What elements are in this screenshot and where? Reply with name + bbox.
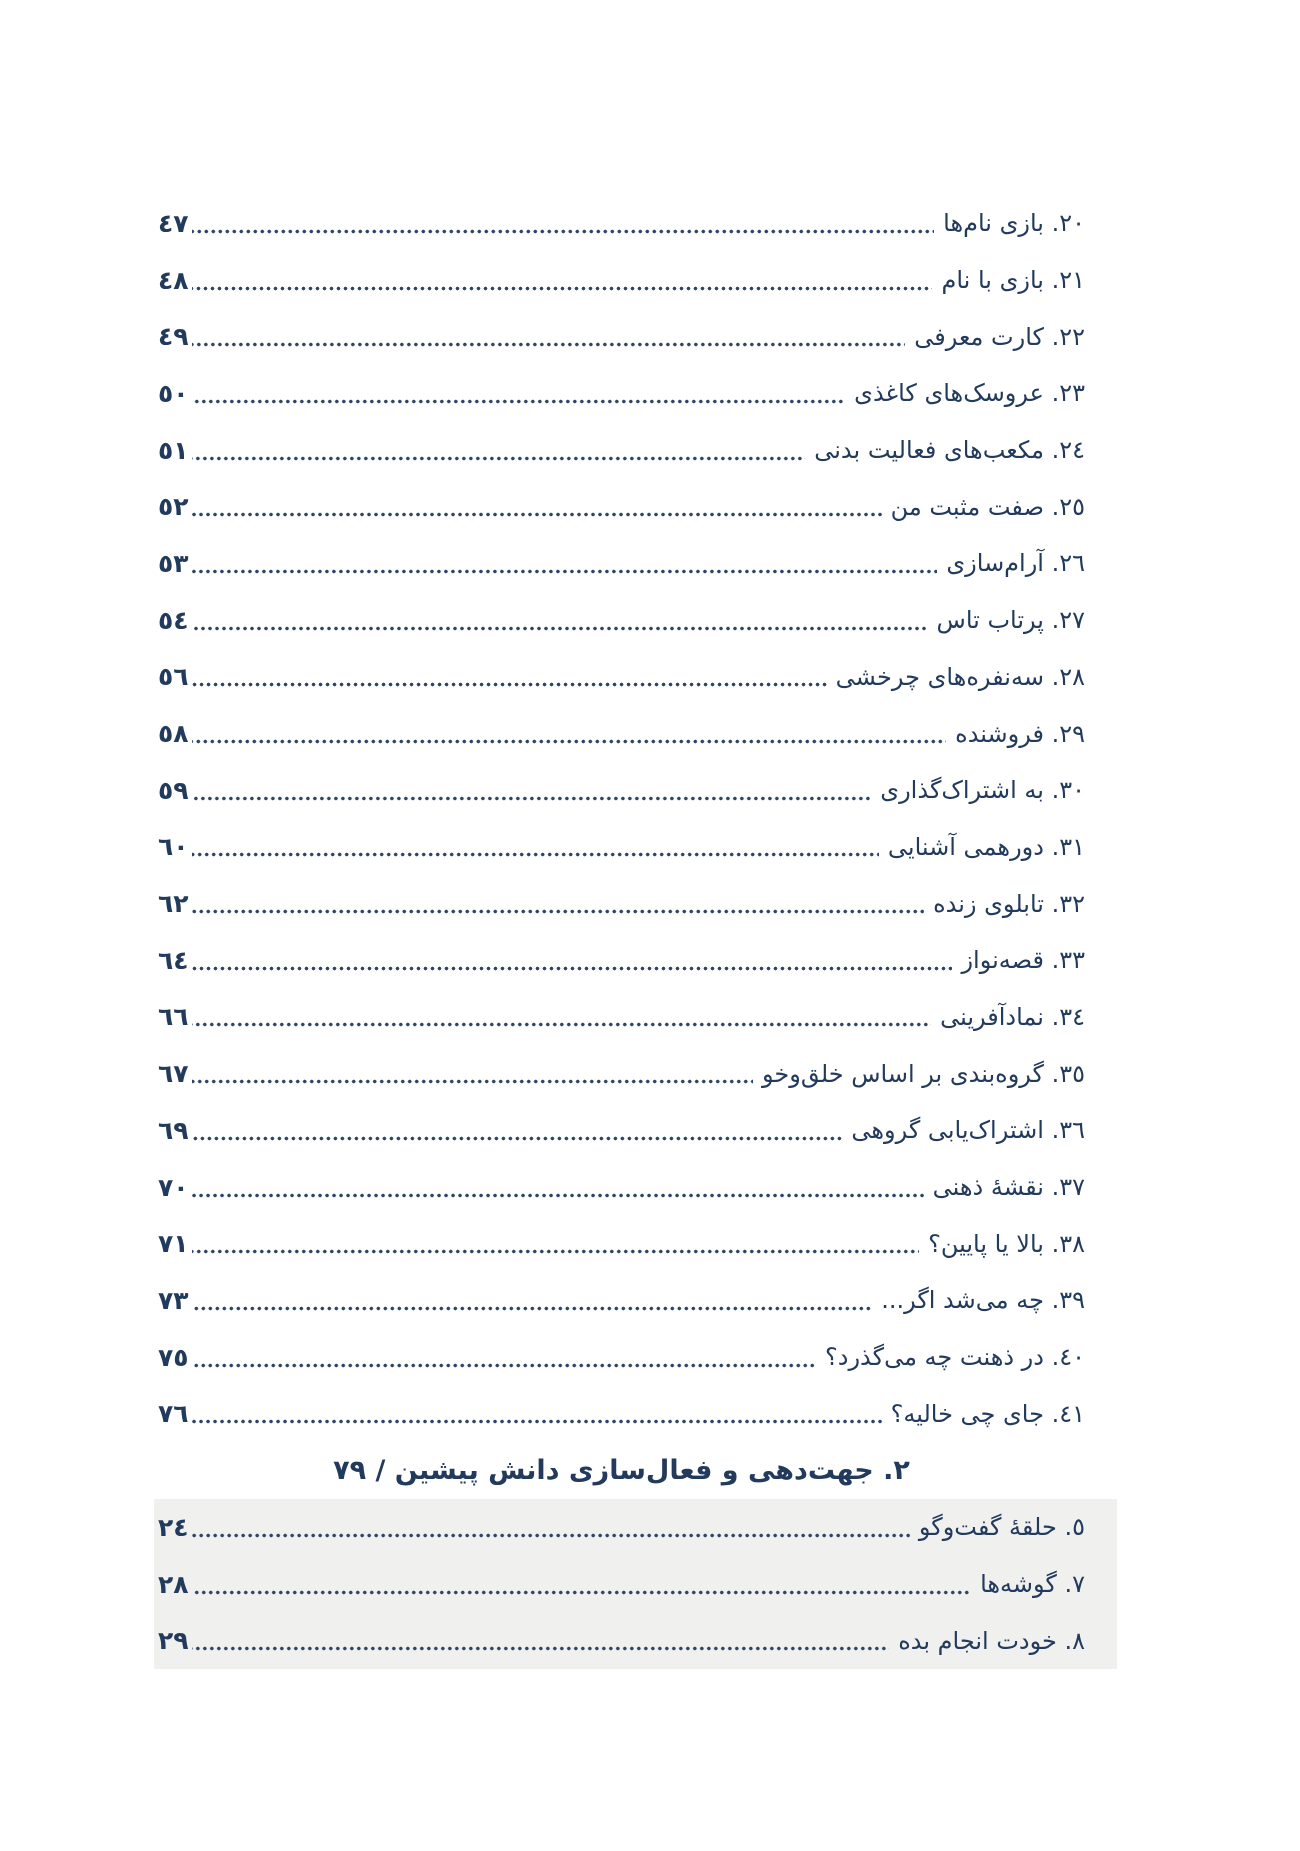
toc-item-label: ٢٢. کارت معرفی bbox=[914, 322, 1085, 351]
toc-entry-row bbox=[158, 705, 1085, 762]
dot-leader bbox=[192, 229, 935, 234]
dot-leader bbox=[192, 1193, 924, 1198]
toc-page-number: ٧٣ bbox=[158, 1285, 189, 1315]
toc-entry-row bbox=[158, 535, 1085, 592]
dot-leader bbox=[192, 739, 947, 744]
toc-entry-row bbox=[158, 875, 1085, 932]
toc-entry-row bbox=[158, 1499, 1085, 1556]
toc-entry-row bbox=[158, 1215, 1085, 1272]
toc-item-label: ٢٩. فروشنده bbox=[955, 719, 1085, 748]
toc-entry-row bbox=[158, 1102, 1085, 1159]
toc-item-label: ٣٢. تابلوی زنده bbox=[933, 889, 1085, 918]
toc-page-number: ٦٦ bbox=[158, 1002, 189, 1032]
toc-entry-row bbox=[158, 1556, 1085, 1613]
toc-entry-row bbox=[158, 1272, 1085, 1329]
toc-entry-row bbox=[158, 819, 1085, 876]
toc-item-label: ٣٠. به اشتراک‌گذاری bbox=[880, 776, 1085, 805]
dot-leader bbox=[192, 1646, 890, 1651]
toc-page-number: ٢٩ bbox=[158, 1626, 189, 1656]
toc-item-label: ٨. خودت انجام بده bbox=[898, 1626, 1085, 1655]
toc-page-number: ٢٨ bbox=[158, 1569, 189, 1599]
toc-entry-row bbox=[158, 365, 1085, 422]
toc-item-label: ٥. حلقهٔ گفت‌وگو bbox=[918, 1513, 1085, 1542]
dot-leader bbox=[192, 1590, 972, 1595]
section-heading: ٢. جهت‌دهی و فعال‌سازی دانش پیشین / ٧٩ bbox=[333, 1455, 910, 1487]
toc-page-number: ٥٨ bbox=[158, 719, 189, 749]
dot-leader bbox=[192, 626, 928, 631]
dot-leader bbox=[192, 456, 806, 461]
toc-page-number: ٥١ bbox=[158, 435, 189, 465]
toc-page-number: ٢٤ bbox=[158, 1512, 189, 1542]
toc-entry-row bbox=[158, 762, 1085, 819]
dot-leader bbox=[192, 342, 906, 347]
dot-leader bbox=[192, 682, 827, 687]
toc-entry-row bbox=[158, 649, 1085, 706]
toc-item-label: ٤٠. در ذهنت چه می‌گذرد؟ bbox=[825, 1343, 1085, 1372]
toc-entry-row bbox=[158, 195, 1085, 252]
toc-entry-row bbox=[158, 1159, 1085, 1216]
toc-page-number: ٥٢ bbox=[158, 492, 189, 522]
dot-leader bbox=[192, 1079, 753, 1084]
toc-item-label: ٧. گوشه‌ها bbox=[980, 1570, 1085, 1599]
dot-leader bbox=[192, 909, 925, 914]
toc-item-label: ٢٠. بازی نام‌ها bbox=[943, 209, 1085, 238]
toc-item-label: ٣١. دورهمی آشنایی bbox=[887, 832, 1085, 861]
toc-item-label: ٢١. بازی با نام bbox=[941, 266, 1085, 295]
toc-item-label: ٣٧. نقشهٔ ذهنی bbox=[932, 1173, 1085, 1202]
toc-item-label: ٣٩. چه می‌شد اگر... bbox=[881, 1286, 1085, 1315]
toc-entry-row bbox=[158, 308, 1085, 365]
toc-entry-row bbox=[158, 478, 1085, 535]
toc-page-number: ٦٧ bbox=[158, 1059, 189, 1089]
toc-page-number: ٧٦ bbox=[158, 1399, 189, 1429]
toc-item-label: ٣٨. بالا یا پایین؟ bbox=[928, 1229, 1085, 1258]
dot-leader bbox=[192, 1363, 817, 1368]
toc-highlighted-block bbox=[154, 1499, 1117, 1669]
toc-entry-row bbox=[158, 1045, 1085, 1102]
toc-page-number: ٦٠ bbox=[158, 832, 189, 862]
toc-page-number: ٥٤ bbox=[158, 605, 189, 635]
toc-main-list bbox=[158, 195, 1085, 1442]
toc-item-label: ٣٦. اشتراک‌یابی گروهی bbox=[851, 1116, 1085, 1145]
dot-leader bbox=[192, 1419, 882, 1424]
dot-leader bbox=[192, 1136, 843, 1141]
toc-page-number: ٤٧ bbox=[158, 208, 189, 238]
dot-leader bbox=[192, 966, 953, 971]
dot-leader bbox=[192, 569, 938, 574]
toc-entry-row bbox=[158, 1329, 1085, 1386]
toc-item-label: ٣٣. قصه‌نواز bbox=[961, 946, 1085, 975]
toc-item-label: ٢٥. صفت مثبت من bbox=[890, 492, 1085, 521]
toc-page-number: ٤٨ bbox=[158, 265, 189, 295]
toc-entry-row bbox=[158, 1613, 1085, 1670]
toc-page-number: ٥٣ bbox=[158, 548, 189, 578]
toc-item-label: ٤١. جای چی خالیه؟ bbox=[890, 1399, 1085, 1428]
toc-item-label: ٢٤. مکعب‌های فعالیت بدنی bbox=[814, 436, 1085, 465]
toc-page-number: ٥٩ bbox=[158, 775, 189, 805]
toc-entry-row bbox=[158, 252, 1085, 309]
toc-page-number: ٦٩ bbox=[158, 1115, 189, 1145]
toc-item-label: ٣٥. گروه‌بندی بر اساس خلق‌وخو bbox=[762, 1059, 1085, 1088]
toc-page-number: ٥٠ bbox=[158, 378, 189, 408]
toc-item-label: ٣٤. نمادآفرینی bbox=[940, 1002, 1085, 1031]
dot-leader bbox=[192, 399, 846, 404]
toc-item-label: ٢٧. پرتاب تاس bbox=[936, 606, 1085, 635]
toc-page-number: ٦٤ bbox=[158, 945, 189, 975]
toc-entry-row bbox=[158, 989, 1085, 1046]
toc-page-number: ٥٦ bbox=[158, 662, 189, 692]
toc-entry-row bbox=[158, 1385, 1085, 1442]
dot-leader bbox=[192, 852, 879, 857]
toc-entry-row bbox=[158, 422, 1085, 479]
dot-leader bbox=[192, 1533, 910, 1538]
toc-item-label: ٢٣. عروسک‌های کاغذی bbox=[854, 379, 1085, 408]
toc-page-number: ٤٩ bbox=[158, 322, 189, 352]
toc-content bbox=[158, 195, 1085, 1669]
toc-page-number: ٧٠ bbox=[158, 1172, 189, 1202]
dot-leader bbox=[192, 1022, 932, 1027]
toc-page-number: ٦٢ bbox=[158, 889, 189, 919]
dot-leader bbox=[192, 1249, 920, 1254]
toc-item-label: ٢٦. آرام‌سازی bbox=[946, 549, 1085, 578]
toc-entry-row bbox=[158, 932, 1085, 989]
toc-page-number: ٧٥ bbox=[158, 1342, 189, 1372]
dot-leader bbox=[192, 1306, 873, 1311]
dot-leader bbox=[192, 796, 872, 801]
toc-item-label: ٢٨. سه‌نفره‌های چرخشی bbox=[835, 662, 1085, 691]
dot-leader bbox=[192, 286, 933, 291]
dot-leader bbox=[192, 512, 882, 517]
toc-page-number: ٧١ bbox=[158, 1229, 189, 1259]
toc-entry-row bbox=[158, 592, 1085, 649]
